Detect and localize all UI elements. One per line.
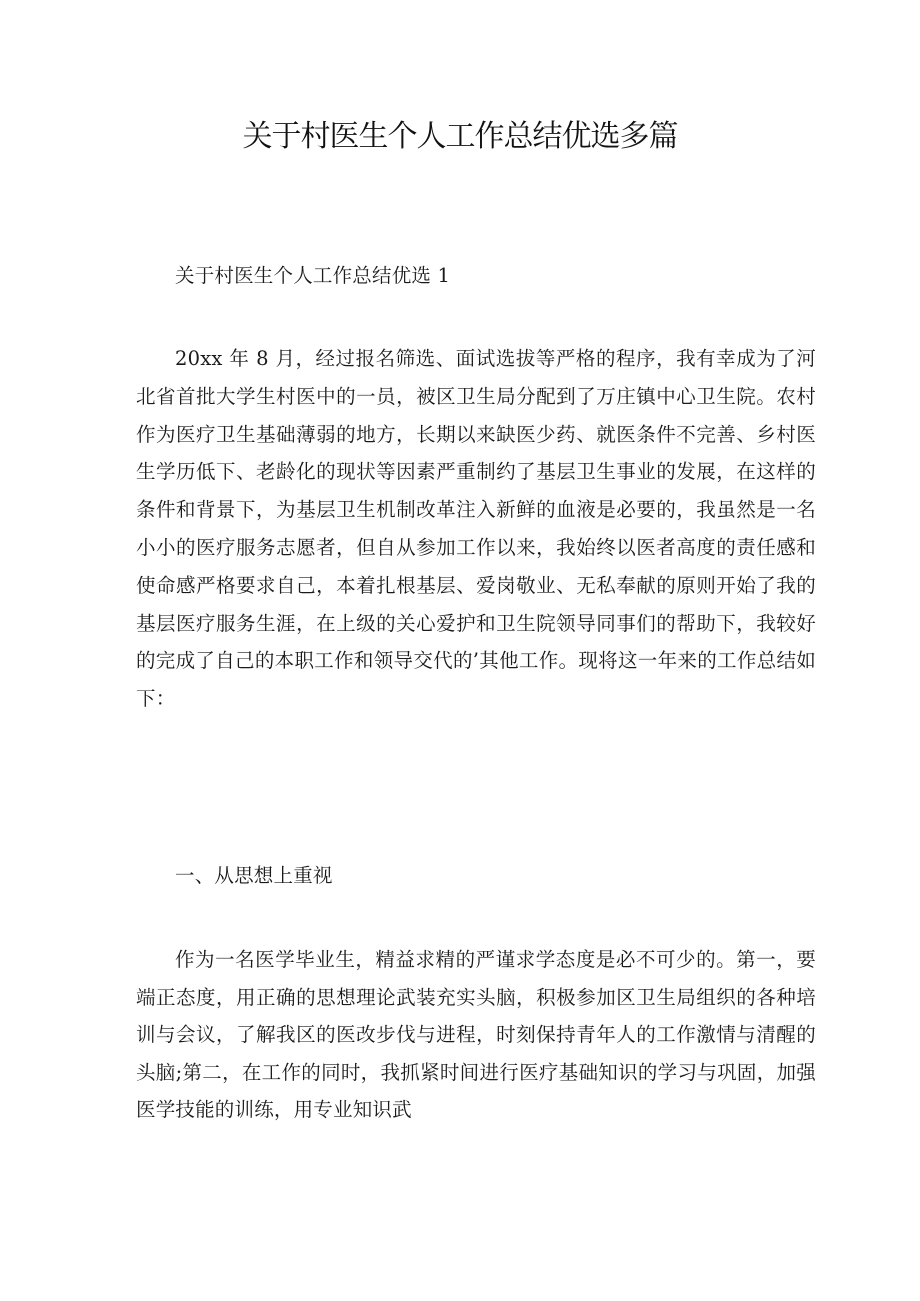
paragraph-intro: 20xx 年 8 月，经过报名筛选、面试选拔等严格的程序，我有幸成为了河北省首批大学生村医中的一员，被区卫生局分配到了万庄镇中心卫生院。农村作为医疗卫生基础薄弱的地方，长期以来缺医少药、就医条件不完善、乡村医生学历低下、老龄化的现状等因素严重制约了基层卫生事业的发展，在这样的条件和背景下，为基层卫生机制改革注入新鲜的血液是必要的，我虽然是一名小小的医疗服务志愿者，但自从参加工作以来，我始终以医者高度的责任感和使命感严格要求自己，本着扎根基层、爱岗敬业、无私奉献的原则开始了我的基层医疗服务生涯，在上级的关心爱护和卫生院领导同事们的帮助下，我较好的完成了自己的本职工作和领导交代的’其他工作。现将这一年来的工作总结如下：	[136, 347, 816, 711]
paragraph-section-body: 作为一名医学毕业生，精益求精的严谨求学态度是必不可少的。第一，要端正态度，用正确的思想理论武装充实头脑，积极参加区卫生局组织的各种培训与会议，了解我区的医改步伐与进程，时刻保持青年人的工作激情与清醒的头脑;第二，在工作的同时，我抓紧时间进行医疗基础知识的学习与巩固，加强医学技能的训练，用专业知识武	[136, 948, 816, 1122]
document-subtitle: 关于村医生个人工作总结优选 1	[175, 264, 451, 287]
document-title: 关于村医生个人工作总结优选多篇	[242, 119, 678, 154]
section-heading: 一、从思想上重视	[175, 864, 333, 887]
